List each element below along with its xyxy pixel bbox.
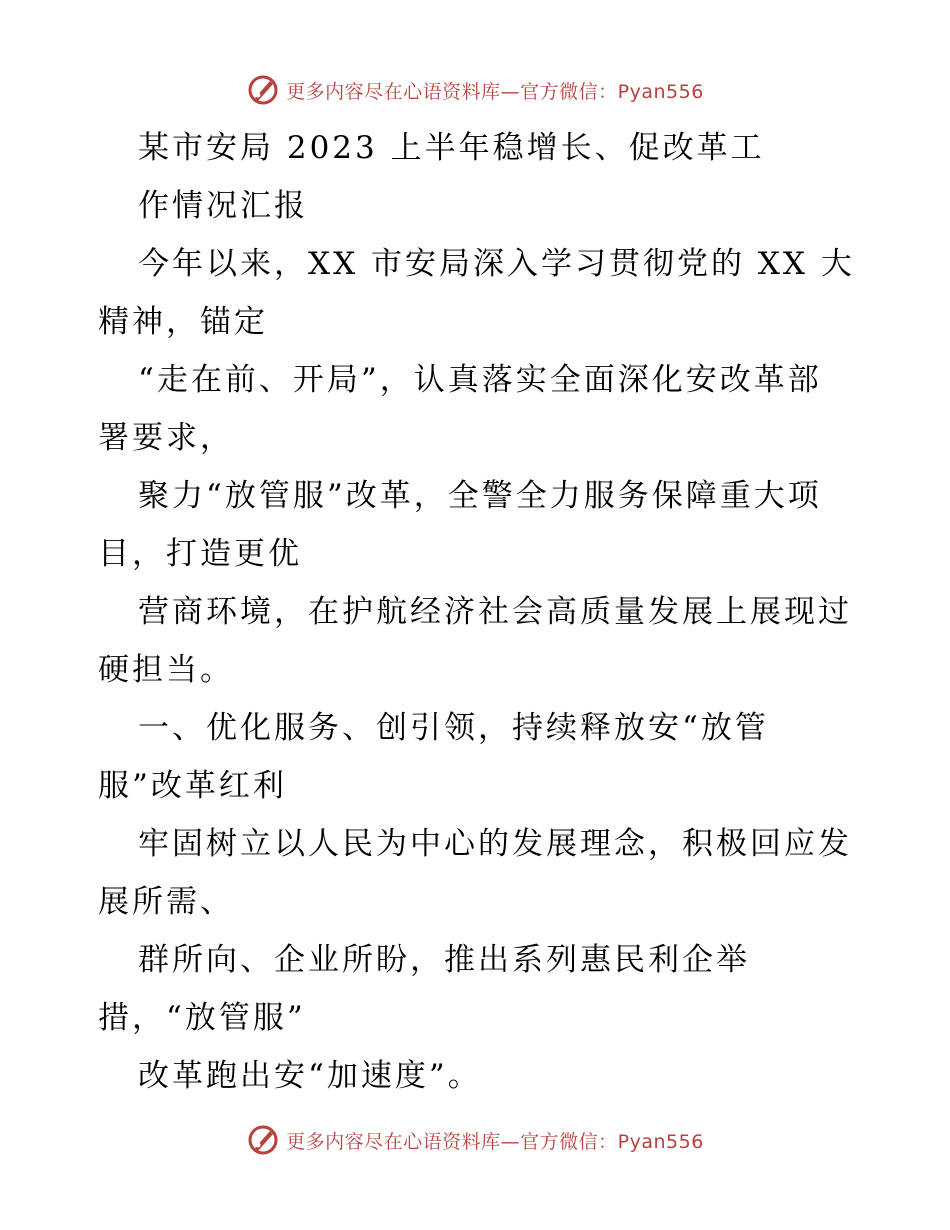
paragraph-line: 改革跑出安“加速度”。 — [138, 1058, 482, 1094]
footer-watermark — [0, 1120, 950, 1160]
paragraph-line: 群所向、企业所盼，推出系列惠民利企举 — [138, 942, 750, 978]
document-title-line-2: 作情况汇报 — [138, 188, 308, 224]
section-heading-line-2: 服”改革红利 — [98, 768, 287, 804]
watermark-inner — [246, 73, 704, 107]
paragraph-line: 聚力“放管服”改革，全警全力服务保障重大项 — [138, 478, 822, 514]
watermark-text: 更多内容尽在心语资料库—官方微信：Pyan556 — [286, 80, 704, 103]
paragraph-line: 精神，锚定 — [98, 304, 268, 340]
paragraph-line: 今年以来，XX 市安局深入学习贯彻党的 XX 大 — [138, 246, 855, 282]
header-watermark — [0, 70, 950, 110]
section-heading-line-1: 一、优化服务、创引领，持续释放安“放管 — [138, 710, 769, 746]
watermark-text: 更多内容尽在心语资料库—官方微信：Pyan556 — [286, 1130, 704, 1153]
watermark-inner — [246, 1123, 704, 1157]
document-title-line-1: 某市安局 2023 上半年稳增长、促改革工 — [138, 130, 765, 166]
paragraph-line: 牢固树立以人民为中心的发展理念，积极回应发 — [138, 826, 852, 862]
paragraph-line: 措，“放管服” — [98, 1000, 306, 1036]
pen-logo-icon — [246, 1123, 280, 1157]
pen-logo-icon — [246, 73, 280, 107]
paragraph-line: 硬担当。 — [98, 652, 234, 688]
paragraph-line: 目，打造更优 — [98, 536, 302, 572]
paragraph-line: “走在前、开局”，认真落实全面深化安改革部 — [138, 362, 822, 398]
paragraph-line: 署要求， — [98, 420, 234, 456]
paragraph-line: 营商环境，在护航经济社会高质量发展上展现过 — [138, 594, 852, 630]
paragraph-line: 展所需、 — [98, 884, 234, 920]
